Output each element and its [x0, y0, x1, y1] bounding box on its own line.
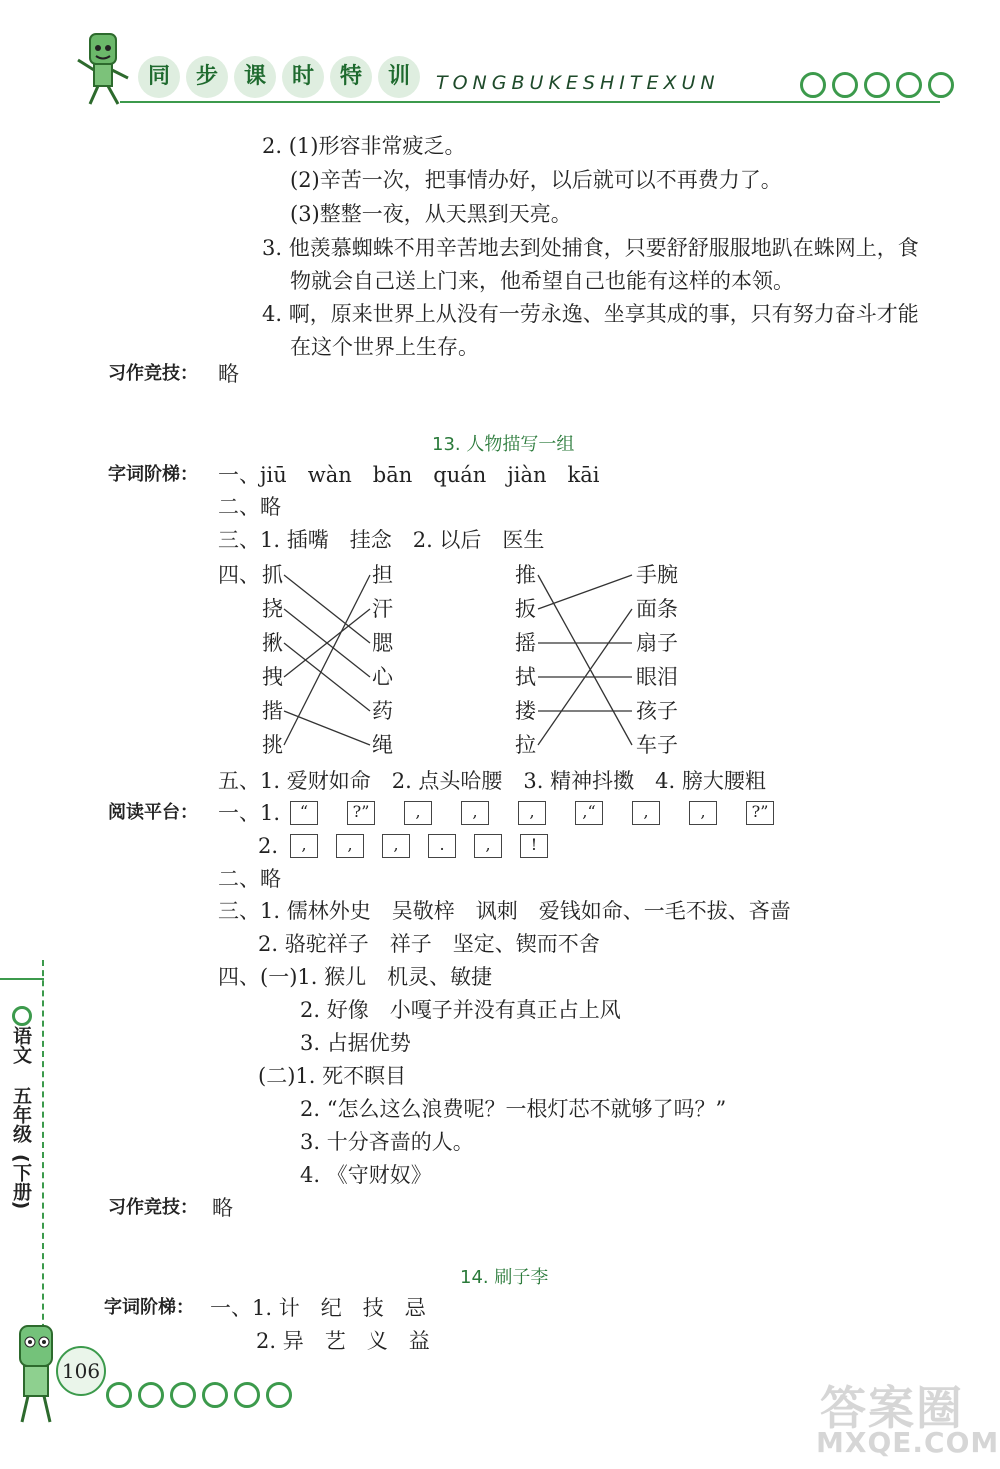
s13-r1-prefix: 一、1. — [218, 801, 281, 825]
header-title — [138, 56, 426, 98]
s12-q3-a: 3. 他羡慕蜘蛛不用辛苦地去到处捕食，只要舒舒服服地趴在蛛网上，食 — [262, 236, 919, 260]
watermark-logo: 答案圈 — [820, 1381, 964, 1435]
page-number-badge — [56, 1346, 106, 1396]
decor-circle-icon — [832, 72, 858, 98]
s13-r4-2: 2. 好像 小嘎子并没有真正占上风 — [300, 998, 621, 1022]
s13-r4-1: 四、(一)1. 猴儿 机灵、敏捷 — [218, 965, 493, 989]
match-right-b: 孩子 — [636, 699, 678, 723]
punct-box: “ — [290, 801, 318, 825]
s13-w5: 五、1. 爱财如命 2. 点头哈腰 3. 精神抖擞 4. 膀大腰粗 — [218, 769, 766, 793]
decor-circle-icon — [800, 72, 826, 98]
s13-w3: 三、1. 插嘴 挂念 2. 以后 医生 — [218, 528, 545, 552]
match-right-a: 药 — [372, 699, 393, 723]
side-tab-subject: 语文 — [10, 1026, 32, 1064]
s14-w2: 2. 异 艺 义 益 — [256, 1329, 430, 1353]
header-rule — [120, 101, 940, 103]
s13-w4-prefix: 四、 — [218, 563, 260, 587]
s13-r4-6: 3. 十分吝啬的人。 — [300, 1130, 474, 1154]
s12-q2-1: 2. (1)形容非常疲乏。 — [262, 134, 466, 158]
s13-reading-label: 阅读平台： — [108, 802, 198, 823]
side-tab-grade: 五年级 — [10, 1086, 32, 1143]
match-left-b: 拭 — [515, 665, 536, 689]
s14-title: 14. 刷子李 — [460, 1267, 549, 1288]
match-right-a: 汗 — [372, 597, 393, 621]
s12-q3-b: 物就会自己送上门来，他希望自己也能有这样的本领。 — [290, 269, 794, 293]
side-tab-volume: (下册) — [10, 1154, 32, 1210]
decor-circle-icon — [202, 1382, 228, 1408]
side-circle-icon — [12, 1006, 32, 1026]
match-right-b: 手腕 — [636, 563, 678, 587]
decor-circle-icon — [864, 72, 890, 98]
decor-circle-icon — [896, 72, 922, 98]
match-left-a: 挑 — [262, 733, 283, 757]
match-left-b: 扳 — [515, 597, 536, 621]
match-lines-a — [282, 560, 374, 760]
punct-box: ?” — [746, 801, 774, 825]
decor-circle-icon — [170, 1382, 196, 1408]
s13-writing-label: 习作竞技： — [108, 1197, 198, 1218]
s13-w1: 一、jiū wàn bān quán jiàn kāi — [218, 463, 600, 487]
s13-title: 13. 人物描写一组 — [432, 434, 575, 455]
punct-box: , — [474, 834, 502, 858]
s13-r4-5: 2. “怎么这么浪费呢？一根灯芯不就够了吗？” — [300, 1097, 727, 1121]
s13-r3-1: 三、1. 儒林外史 吴敬梓 讽刺 爱钱如命、一毛不拔、吝啬 — [218, 899, 791, 923]
punct-box: . — [428, 834, 456, 858]
header-char: 同 — [138, 56, 180, 98]
header-mascot — [70, 30, 136, 110]
decor-circle-icon — [928, 72, 954, 98]
s13-r2-prefix: 2. — [258, 834, 279, 858]
header-char: 时 — [282, 56, 324, 98]
s13-r1-boxes — [290, 801, 803, 825]
s13-words-label: 字词阶梯： — [108, 464, 198, 485]
match-right-b: 面条 — [636, 597, 678, 621]
match-right-a: 腮 — [372, 631, 393, 655]
match-left-a: 揪 — [262, 631, 283, 655]
s12-q2-2: (2)辛苦一次，把事情办好，以后就可以不再费力了。 — [290, 168, 782, 192]
s13-r4-3: 3. 占据优势 — [300, 1031, 411, 1055]
s13-r-two: 二、略 — [218, 867, 281, 891]
decor-circle-icon — [106, 1382, 132, 1408]
side-rule-top — [0, 978, 44, 980]
s13-r4-7: 4. 《守财奴》 — [300, 1163, 432, 1187]
punct-box: ?” — [347, 801, 375, 825]
match-left-a: 挠 — [262, 597, 283, 621]
match-left-b: 推 — [515, 563, 536, 587]
match-right-a: 绳 — [372, 733, 393, 757]
header-char: 课 — [234, 56, 276, 98]
decor-circle-icon — [266, 1382, 292, 1408]
match-left-a: 揩 — [262, 699, 283, 723]
s13-r3-2: 2. 骆驼祥子 祥子 坚定、锲而不舍 — [258, 932, 600, 956]
punct-box: ! — [520, 834, 548, 858]
match-left-a: 拽 — [262, 665, 283, 689]
punct-box: , — [382, 834, 410, 858]
punct-box: , — [404, 801, 432, 825]
match-right-b: 车子 — [636, 733, 678, 757]
punct-box: , — [632, 801, 660, 825]
match-lines-b — [536, 560, 636, 760]
s14-w1: 一、1. 计 纪 技 忌 — [210, 1296, 426, 1320]
punct-box: , — [290, 834, 318, 858]
s14-words-label: 字词阶梯： — [104, 1297, 194, 1318]
s12-writing-value: 略 — [218, 362, 239, 386]
decor-circle-icon — [234, 1382, 260, 1408]
s13-w2: 二、略 — [218, 495, 281, 519]
header-char: 步 — [186, 56, 228, 98]
s12-q4-b: 在这个世界上生存。 — [290, 335, 479, 359]
punct-box: , — [461, 801, 489, 825]
header-pinyin: TONGBUKESHITEXUN — [436, 72, 720, 94]
watermark-url: MXQE.COM — [816, 1426, 1000, 1459]
decor-circle-icon — [138, 1382, 164, 1408]
match-right-a: 心 — [372, 665, 393, 689]
match-right-b: 眼泪 — [636, 665, 678, 689]
punct-box: ,“ — [575, 801, 603, 825]
s12-writing-label: 习作竞技： — [108, 363, 198, 384]
s13-r2-boxes — [290, 834, 566, 858]
match-left-b: 搂 — [515, 699, 536, 723]
punct-box: , — [336, 834, 364, 858]
match-left-b: 拉 — [515, 733, 536, 757]
match-left-b: 摇 — [515, 631, 536, 655]
s12-q2-3: (3)整整一夜，从天黑到天亮。 — [290, 202, 572, 226]
header-char: 特 — [330, 56, 372, 98]
s13-writing-value: 略 — [212, 1196, 233, 1220]
header-circles — [800, 72, 960, 102]
footer-circles — [106, 1382, 298, 1412]
page-number: 106 — [61, 1359, 101, 1383]
footer-mascot — [12, 1318, 62, 1428]
s13-r4-4: (二)1. 死不瞑目 — [258, 1064, 407, 1088]
s12-q4-a: 4. 啊，原来世界上从没有一劳永逸、坐享其成的事，只有努力奋斗才能 — [262, 302, 919, 326]
punct-box: , — [518, 801, 546, 825]
match-right-b: 扇子 — [636, 631, 678, 655]
match-left-a: 抓 — [262, 563, 283, 587]
match-right-a: 担 — [372, 563, 393, 587]
punct-box: , — [689, 801, 717, 825]
side-rule — [42, 960, 44, 1340]
header-char: 训 — [378, 56, 420, 98]
